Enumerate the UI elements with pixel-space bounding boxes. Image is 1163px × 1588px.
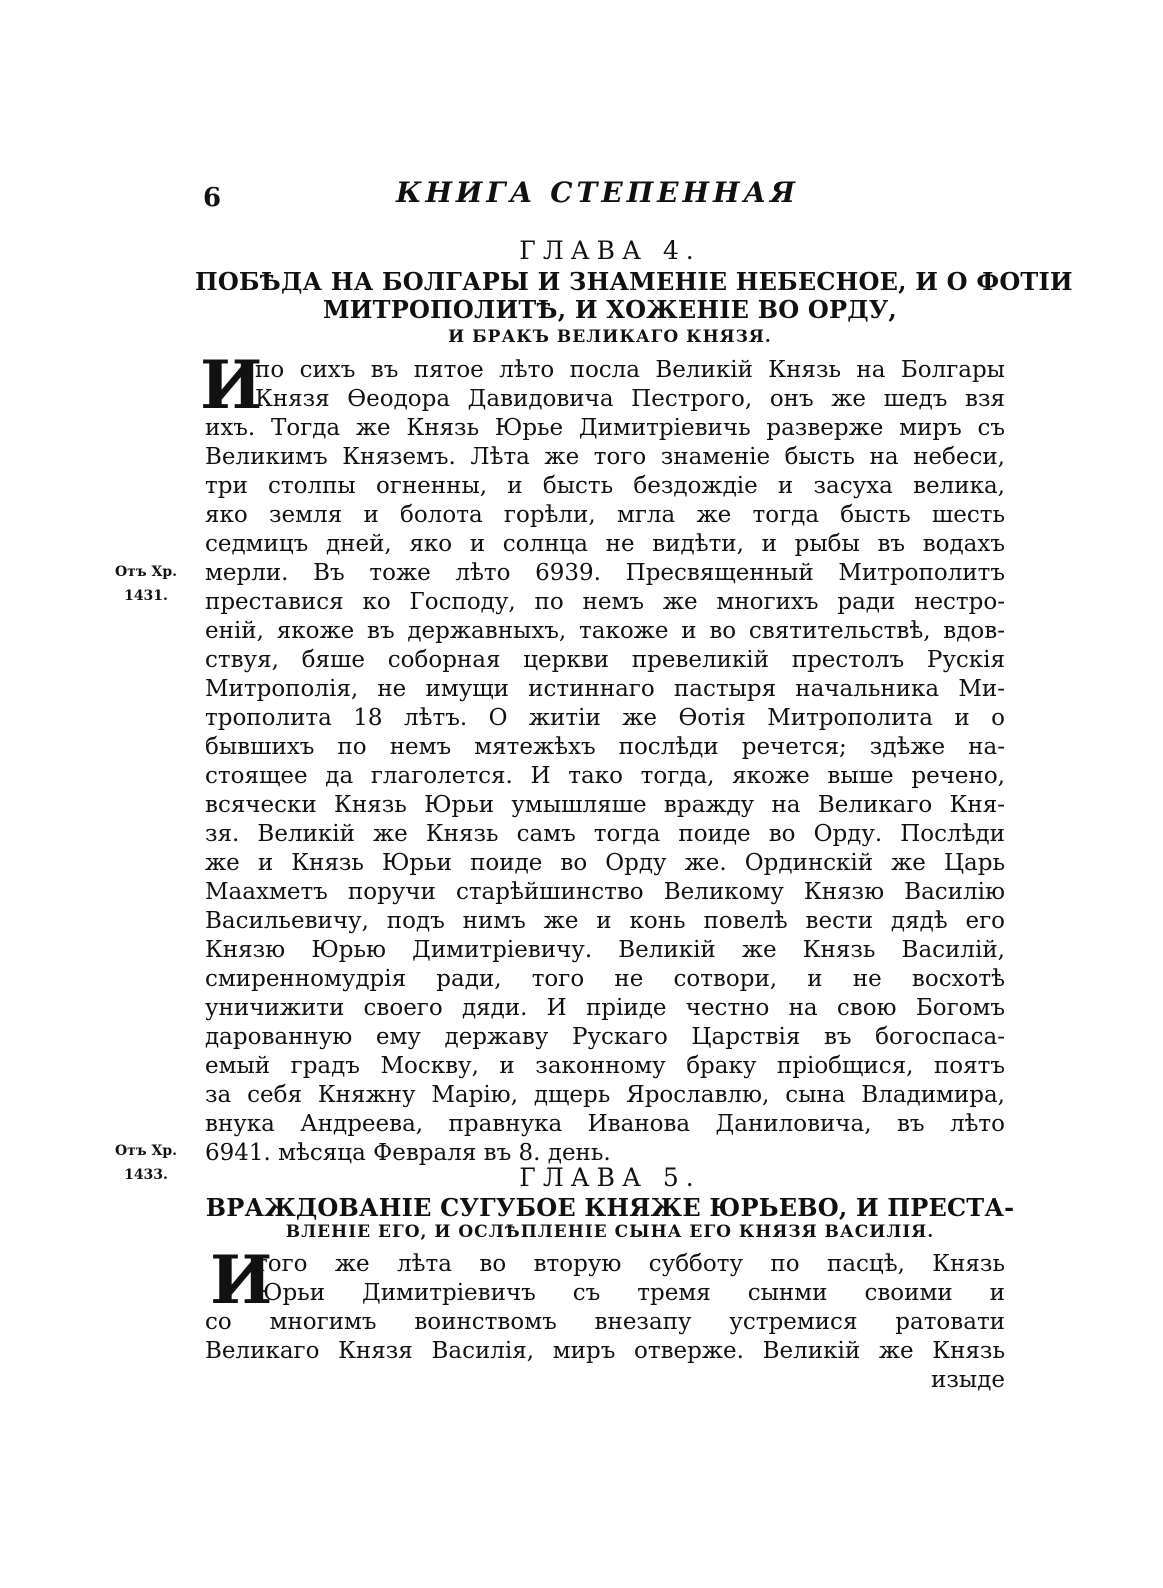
text-line: емый градъ Москву, и законному браку пріобщися, поятъ xyxy=(205,1053,1005,1079)
text-line: трополита 18 лѣтъ. О житіи же Ѳотія Митрополита и о xyxy=(205,705,1005,731)
text-line: Великаго Князя Василія, миръ отверже. Великій же Князь xyxy=(205,1338,1005,1364)
text-line: Князю Юрью Димитріевичу. Великій же Князь Василій, xyxy=(205,937,1005,963)
text-line: Митрополія, не имущи истиннаго пастыря начальника Ми- xyxy=(205,676,1005,702)
text-line: смиренномудрія ради, того не сотвори, и не восхотѣ xyxy=(205,966,1005,992)
catchword: изыде xyxy=(931,1367,1005,1393)
chapter-4-title-line-1: ПОБѢДА НА БОЛГАРЫ И ЗНАМЕНІЕ НЕБЕСНОЕ, И О ФОТІИ xyxy=(195,267,1073,296)
running-head: КНИГА СТЕПЕННАЯ xyxy=(396,176,799,209)
text-line: седмицъ дней, яко и солнца не видѣти, и рыбы въ водахъ xyxy=(205,531,1005,557)
text-line: ствуя, бяше соборная церкви превеликій престолъ Рускія xyxy=(205,647,1005,673)
chapter-5-body xyxy=(205,1241,1005,1395)
text-line: Юрьи Димитріевичъ съ тремя сынми своими и xyxy=(255,1280,1005,1306)
text-line: дарованную ему державу Рускаго Царствія въ богоспаса- xyxy=(205,1024,1005,1050)
margin-note-year-1431: Отъ Хр. 1431. xyxy=(114,564,177,604)
drop-cap-initial: И xyxy=(200,346,263,424)
text-line: Маахметъ поручи старѣйшинство Великому Князю Василію xyxy=(205,879,1005,905)
text-line: за себя Княжну Марію, дщерь Ярославлю, сына Владимира, xyxy=(205,1082,1005,1108)
text-line: всячески Князь Юрьи умышляше вражду на Великаго Кня- xyxy=(205,792,1005,818)
text-line: бывшихъ по немъ мятежѣхъ послѣди речется; здѣже на- xyxy=(205,734,1005,760)
chapter-5-title-line-2: ВЛЕНІЕ ЕГО, И ОСЛѢПЛЕНІЕ СЫНА ЕГО КНЯЗЯ ВАСИЛІЯ. xyxy=(285,1222,935,1242)
margin-note-year-1433: Отъ Хр. 1433. xyxy=(114,1143,177,1183)
text-line: Князя Ѳеодора Давидовича Пестрого, онъ же шедъ взя xyxy=(255,386,1005,412)
text-line: того же лѣта во вторую субботу по пасцѣ, Князь xyxy=(255,1251,1005,1277)
text-line: еній, якоже въ державныхъ, такоже и во святительствѣ, вдов- xyxy=(205,618,1005,644)
text-line: мерли. Въ тоже лѣто 6939. Пресвященный Митрополитъ xyxy=(205,560,1005,586)
text-line: Васильевичу, подъ нимъ же и конь повелѣ вести дядѣ его xyxy=(205,908,1005,934)
chapter-4-body xyxy=(205,356,1005,1168)
text-line: 6941. мѣсяца Февраля въ 8. день. xyxy=(205,1140,611,1166)
text-line: ихъ. Тогда же Князь Юрье Димитріевичь развержe миръ съ xyxy=(205,415,1005,441)
text-line: яко земля и болота горѣли, мгла же тогда бысть шесть xyxy=(205,502,1005,528)
text-line: внука Андреева, правнука Иванова Даниловича, въ лѣто xyxy=(205,1111,1005,1137)
chapter-4-title-line-3: И БРАКЪ ВЕЛИКАГО КНЯЗЯ. xyxy=(448,327,772,347)
text-line: по сихъ въ пятое лѣто посла Великій Князь на Болгары xyxy=(255,357,1005,383)
text-line: же и Князь Юрьи поиде во Орду же. Ординскій же Царь xyxy=(205,850,1005,876)
drop-cap-initial: И xyxy=(210,1241,273,1319)
chapter-5-title-line-1: ВРАЖДОВАНІЕ СУГУБОЕ КНЯЖЕ ЮРЬЕВО, И ПРЕСТА- xyxy=(205,1193,1015,1222)
text-line: преставися ко Господу, по немъ же многихъ ради нестро- xyxy=(205,589,1005,615)
text-line: со многимъ воинствомъ внезапу устремися ратовати xyxy=(205,1309,1005,1335)
text-line: уничижити своего дяди. И пріиде честно на свою Богомъ xyxy=(205,995,1005,1021)
text-line: Великимъ Княземъ. Лѣта же того знаменіе бысть на небеси, xyxy=(205,444,1005,470)
text-line: зя. Великій же Князь самъ тогда поиде во Орду. Послѣди xyxy=(205,821,1005,847)
page-number: 6 xyxy=(203,183,222,213)
chapter-4-title-line-2: МИТРОПОЛИТѢ, И ХОЖЕНІЕ ВО ОРДУ, xyxy=(323,295,897,324)
chapter-4-label: ГЛАВА 4. xyxy=(519,236,701,265)
text-line: стоящее да глаголется. И тако тогда, якоже выше речено, xyxy=(205,763,1005,789)
chapter-5-label: ГЛАВА 5. xyxy=(519,1163,701,1192)
text-line: три столпы огненны, и бысть бездождіе и засуха велика, xyxy=(205,473,1005,499)
